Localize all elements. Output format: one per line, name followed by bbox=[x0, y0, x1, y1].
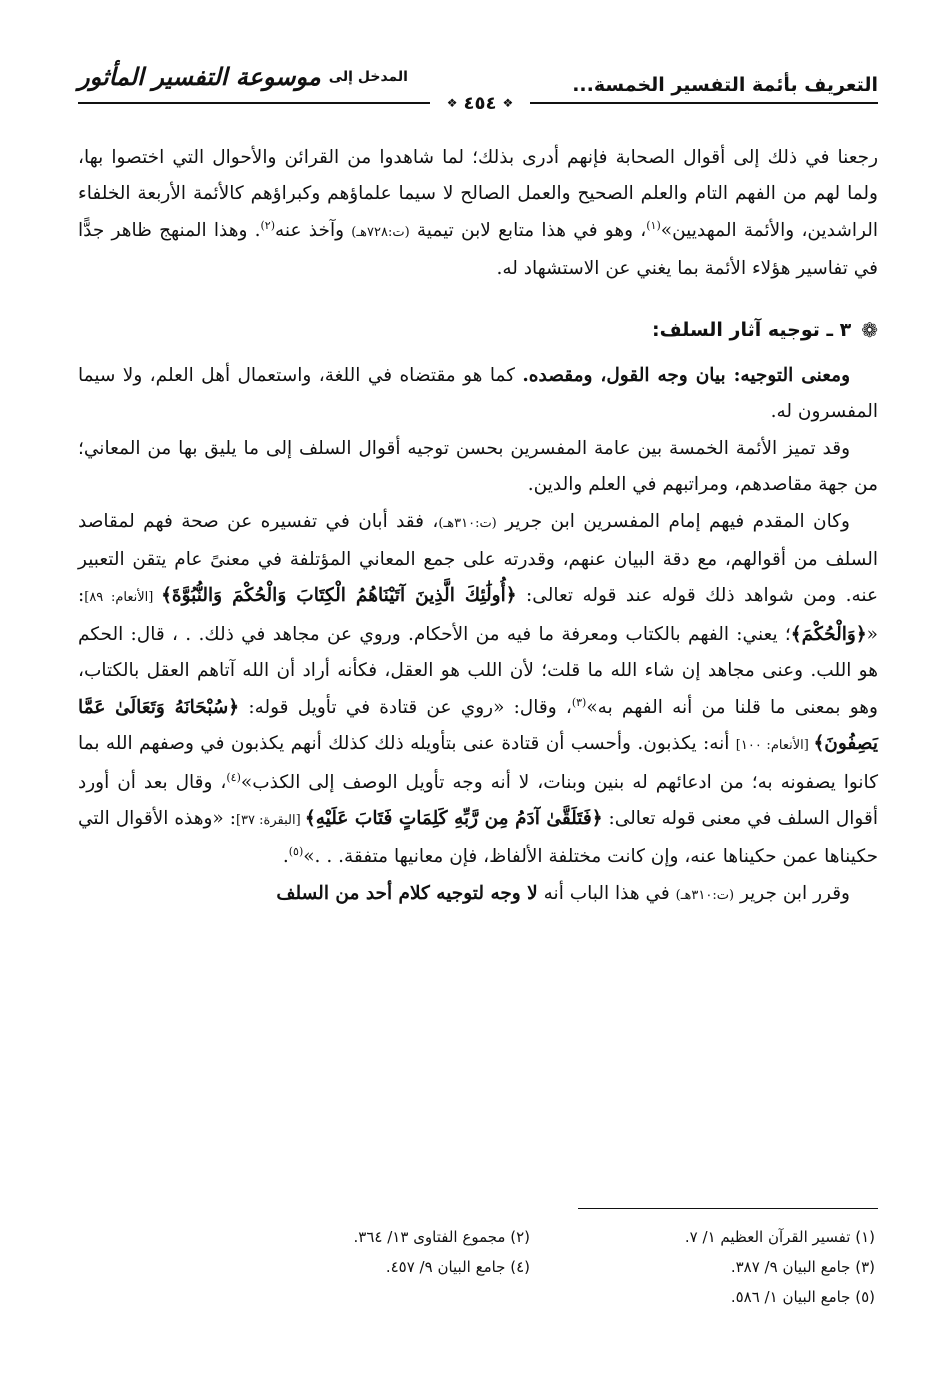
page-number-box bbox=[430, 92, 530, 114]
paragraph-1 bbox=[78, 140, 878, 288]
quran-verse: ﴿وَالْحُكْمَ﴾ bbox=[790, 623, 867, 645]
page-number: ٤٥٤ bbox=[463, 92, 497, 114]
text-run: . وهذا المنهج ظاهر جدًّا في تفاسير هؤلاء الأئمة بما يغني عن الاستشهاد له. bbox=[78, 219, 878, 280]
text-run: ، وهو في هذا متابع لابن تيمية bbox=[409, 219, 647, 241]
footnote-2: (٢) مجموع الفتاوى ١٣/ ٣٦٤. bbox=[353, 1228, 530, 1246]
text-run: أنه: يكذبون. وأحسب أن قتادة عنى بتأويله ذلك كذلك أنهم يكذبون في وصفهم الله بما كانوا يصفونه به؛ من ادعائهم له بنين وبنات، لا أنه وجه تأويل الوصف إلى الكذب» bbox=[78, 733, 878, 793]
book-title-logo bbox=[78, 62, 408, 91]
ornament-icon: ❖ bbox=[446, 96, 458, 110]
section-heading-text: ٣ ـ توجيه آثار السلف: bbox=[651, 318, 852, 341]
verse-reference: [الأنعام: ١٠٠] bbox=[735, 738, 814, 754]
death-date: (ت:٧٢٨هـ) bbox=[351, 224, 410, 240]
text-run: وكان المقدم فيهم إمام المفسرين ابن جرير bbox=[496, 510, 850, 532]
verse-reference: [الأنعام: ٨٩] bbox=[84, 590, 162, 606]
ornament-icon: ❖ bbox=[502, 96, 514, 110]
footnote-1: (١) تفسير القرآن العظيم ١/ ٧. bbox=[684, 1228, 875, 1246]
quran-verse: ﴿سُبْحَانَهُ وَتَعَالَىٰ عَمَّا يَصِفُونَ﴾ bbox=[78, 696, 878, 755]
verse-reference: [البقرة: ٣٧] bbox=[235, 812, 305, 828]
book-title-calligraphy: موسوعة التفسير المأثور bbox=[78, 62, 321, 91]
text-run: رجعنا في ذلك إلى أقوال الصحابة فإنهم أدرى بذلك؛ لما شاهدوا من القرائن والأحوال التي اختصوا بها، ولما لهم من الفهم التام والعلم الصحيح والعمل الصالح لا سيما علماؤهم وكبراؤهم كالأئمة الأربعة الخلفاء الراشدين، والأئمة المهديين» bbox=[78, 147, 878, 241]
text-run: : « bbox=[78, 585, 878, 645]
footnote-ref-3: (٣) bbox=[571, 695, 587, 709]
paragraph-3: وقد تميز الأئمة الخمسة بين عامة المفسرين بحسن توجيه أقوال السلف إلى ما يليق بها من المعاني؛ من جهة مقاصدهم، ومراتبهم في العلم والدين. bbox=[78, 437, 878, 496]
text-run: ، فقد أبان في تفسيره عن صحة فهم لمقاصد السلف من أقوالهم، مع دقة البيان عنهم، وقدرته على جمع المعاني المؤتلفة في معنىً عام يتقن التعبير عنه. ومن شواهد ذلك قوله عند قوله تعالى: bbox=[78, 510, 878, 607]
footnote-ref-4: (٤) bbox=[226, 770, 241, 784]
bold-statement: لا وجه لتوجيه كلام أحد من السلف bbox=[276, 882, 538, 904]
book-title-prefix: المدخل إلى bbox=[328, 68, 408, 85]
chapter-title: التعريف بأئمة التفسير الخمسة... bbox=[572, 74, 878, 96]
text-run: ، وقال: «روي عن قتادة في تأويل قوله: bbox=[239, 696, 572, 718]
text-run: . bbox=[282, 846, 289, 868]
footnote-rule bbox=[578, 1208, 878, 1209]
footnote-row bbox=[220, 1222, 875, 1252]
flower-ornament-icon: ❁ bbox=[861, 317, 878, 342]
text-run: ؛ يعني: الفهم بالكتاب ومعرفة ما فيه من الأحكام. وروي عن مجاهد في ذلك. . ، قال: الحكم هو اللب. وعنى مجاهد إن شاء الله ما قلت؛ لأن اللب هو العقل، فكأنه أراد أن الله آتاهم العقل بالكتاب، وهو بمعنى ما قلنا من أنه الفهم به» bbox=[78, 623, 878, 718]
footnote-4: (٤) جامع البيان ٩/ ٤٥٧. bbox=[385, 1258, 530, 1276]
text-run: وقرر ابن جرير bbox=[734, 882, 850, 904]
footnote-3: (٣) جامع البيان ٩/ ٣٨٧. bbox=[730, 1258, 875, 1276]
death-date: (ت:٣١٠هـ) bbox=[675, 887, 735, 903]
text-run: ، وقال بعد أن أورد أقوال السلف في معنى قوله تعالى: bbox=[78, 771, 878, 829]
definition-bold: ومعنى التوجيه: بيان وجه القول، ومقصده. bbox=[522, 365, 851, 387]
text-run: : «وهذه الأقوال التي حكيناها عمن حكيناها عنه، وإن كانت مختلفة الألفاظ، فإن معانيها متفقة. . .» bbox=[78, 807, 878, 868]
paragraph-4 bbox=[78, 504, 878, 876]
footnote-ref-5: (٥) bbox=[288, 845, 304, 859]
section-heading bbox=[78, 312, 878, 348]
death-date: (ت:٣١٠هـ) bbox=[438, 515, 497, 531]
text-run: وآخذ عنه bbox=[275, 219, 352, 241]
footnote-ref-2: (٢) bbox=[260, 218, 276, 232]
quran-verse: ﴿أُولَٰئِكَ الَّذِينَ آتَيْنَاهُمُ الْكِتَابَ وَالْحُكْمَ وَالنُّبُوَّةَ﴾ bbox=[161, 585, 517, 607]
quran-verse: ﴿فَتَلَقَّىٰ آدَمُ مِن رَّبِّهِ كَلِمَاتٍ فَتَابَ عَلَيْهِ﴾ bbox=[304, 807, 603, 829]
paragraph-5 bbox=[78, 876, 878, 914]
paragraph-2 bbox=[78, 358, 878, 431]
footnotes bbox=[220, 1222, 875, 1312]
text-run: كما هو مقتضاه في اللغة، واستعمال أهل العلم، ولا سيما المفسرون له. bbox=[78, 365, 878, 423]
footnote-row bbox=[220, 1282, 875, 1312]
main-text bbox=[78, 140, 878, 914]
footnote-row bbox=[220, 1252, 875, 1282]
footnote-ref-1: (١) bbox=[646, 218, 661, 232]
text-run: في هذا الباب أنه bbox=[537, 882, 676, 904]
footnote-5: (٥) جامع البيان ١/ ٥٨٦. bbox=[730, 1288, 875, 1306]
